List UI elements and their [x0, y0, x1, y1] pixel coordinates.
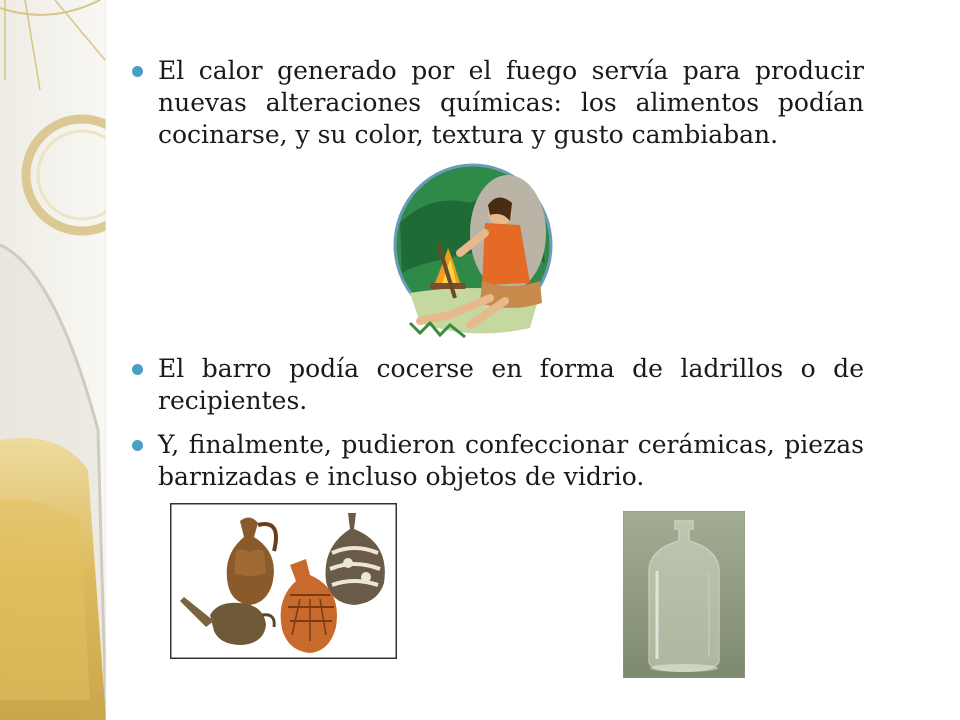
bullet-item	[126, 353, 864, 417]
bullet-text: El calor generado por el fuego servía para producir nuevas alteraciones químicas: los alimentos podían cocinarse, y su color, textura y gusto cambiaban.	[158, 56, 864, 149]
bullet-list-bottom	[126, 353, 864, 493]
ancient-pottery-photo	[170, 503, 397, 659]
bullet-dot-icon	[132, 364, 143, 375]
bullet-text: Y, finalmente, pudieron confeccionar cerámicas, piezas barnizadas e incluso objetos de vidrio.	[158, 430, 864, 491]
bullet-item	[126, 429, 864, 493]
bullet-list-top	[126, 55, 864, 151]
bullet-item	[126, 55, 864, 151]
bullet-dot-icon	[132, 66, 143, 77]
bullet-text: El barro podía cocerse en forma de ladrillos o de recipientes.	[158, 354, 864, 415]
decorative-flask-strip	[0, 0, 106, 720]
bullet-dot-icon	[132, 440, 143, 451]
caveman-fire-illustration	[390, 163, 560, 343]
glass-bottle-photo	[623, 511, 745, 678]
